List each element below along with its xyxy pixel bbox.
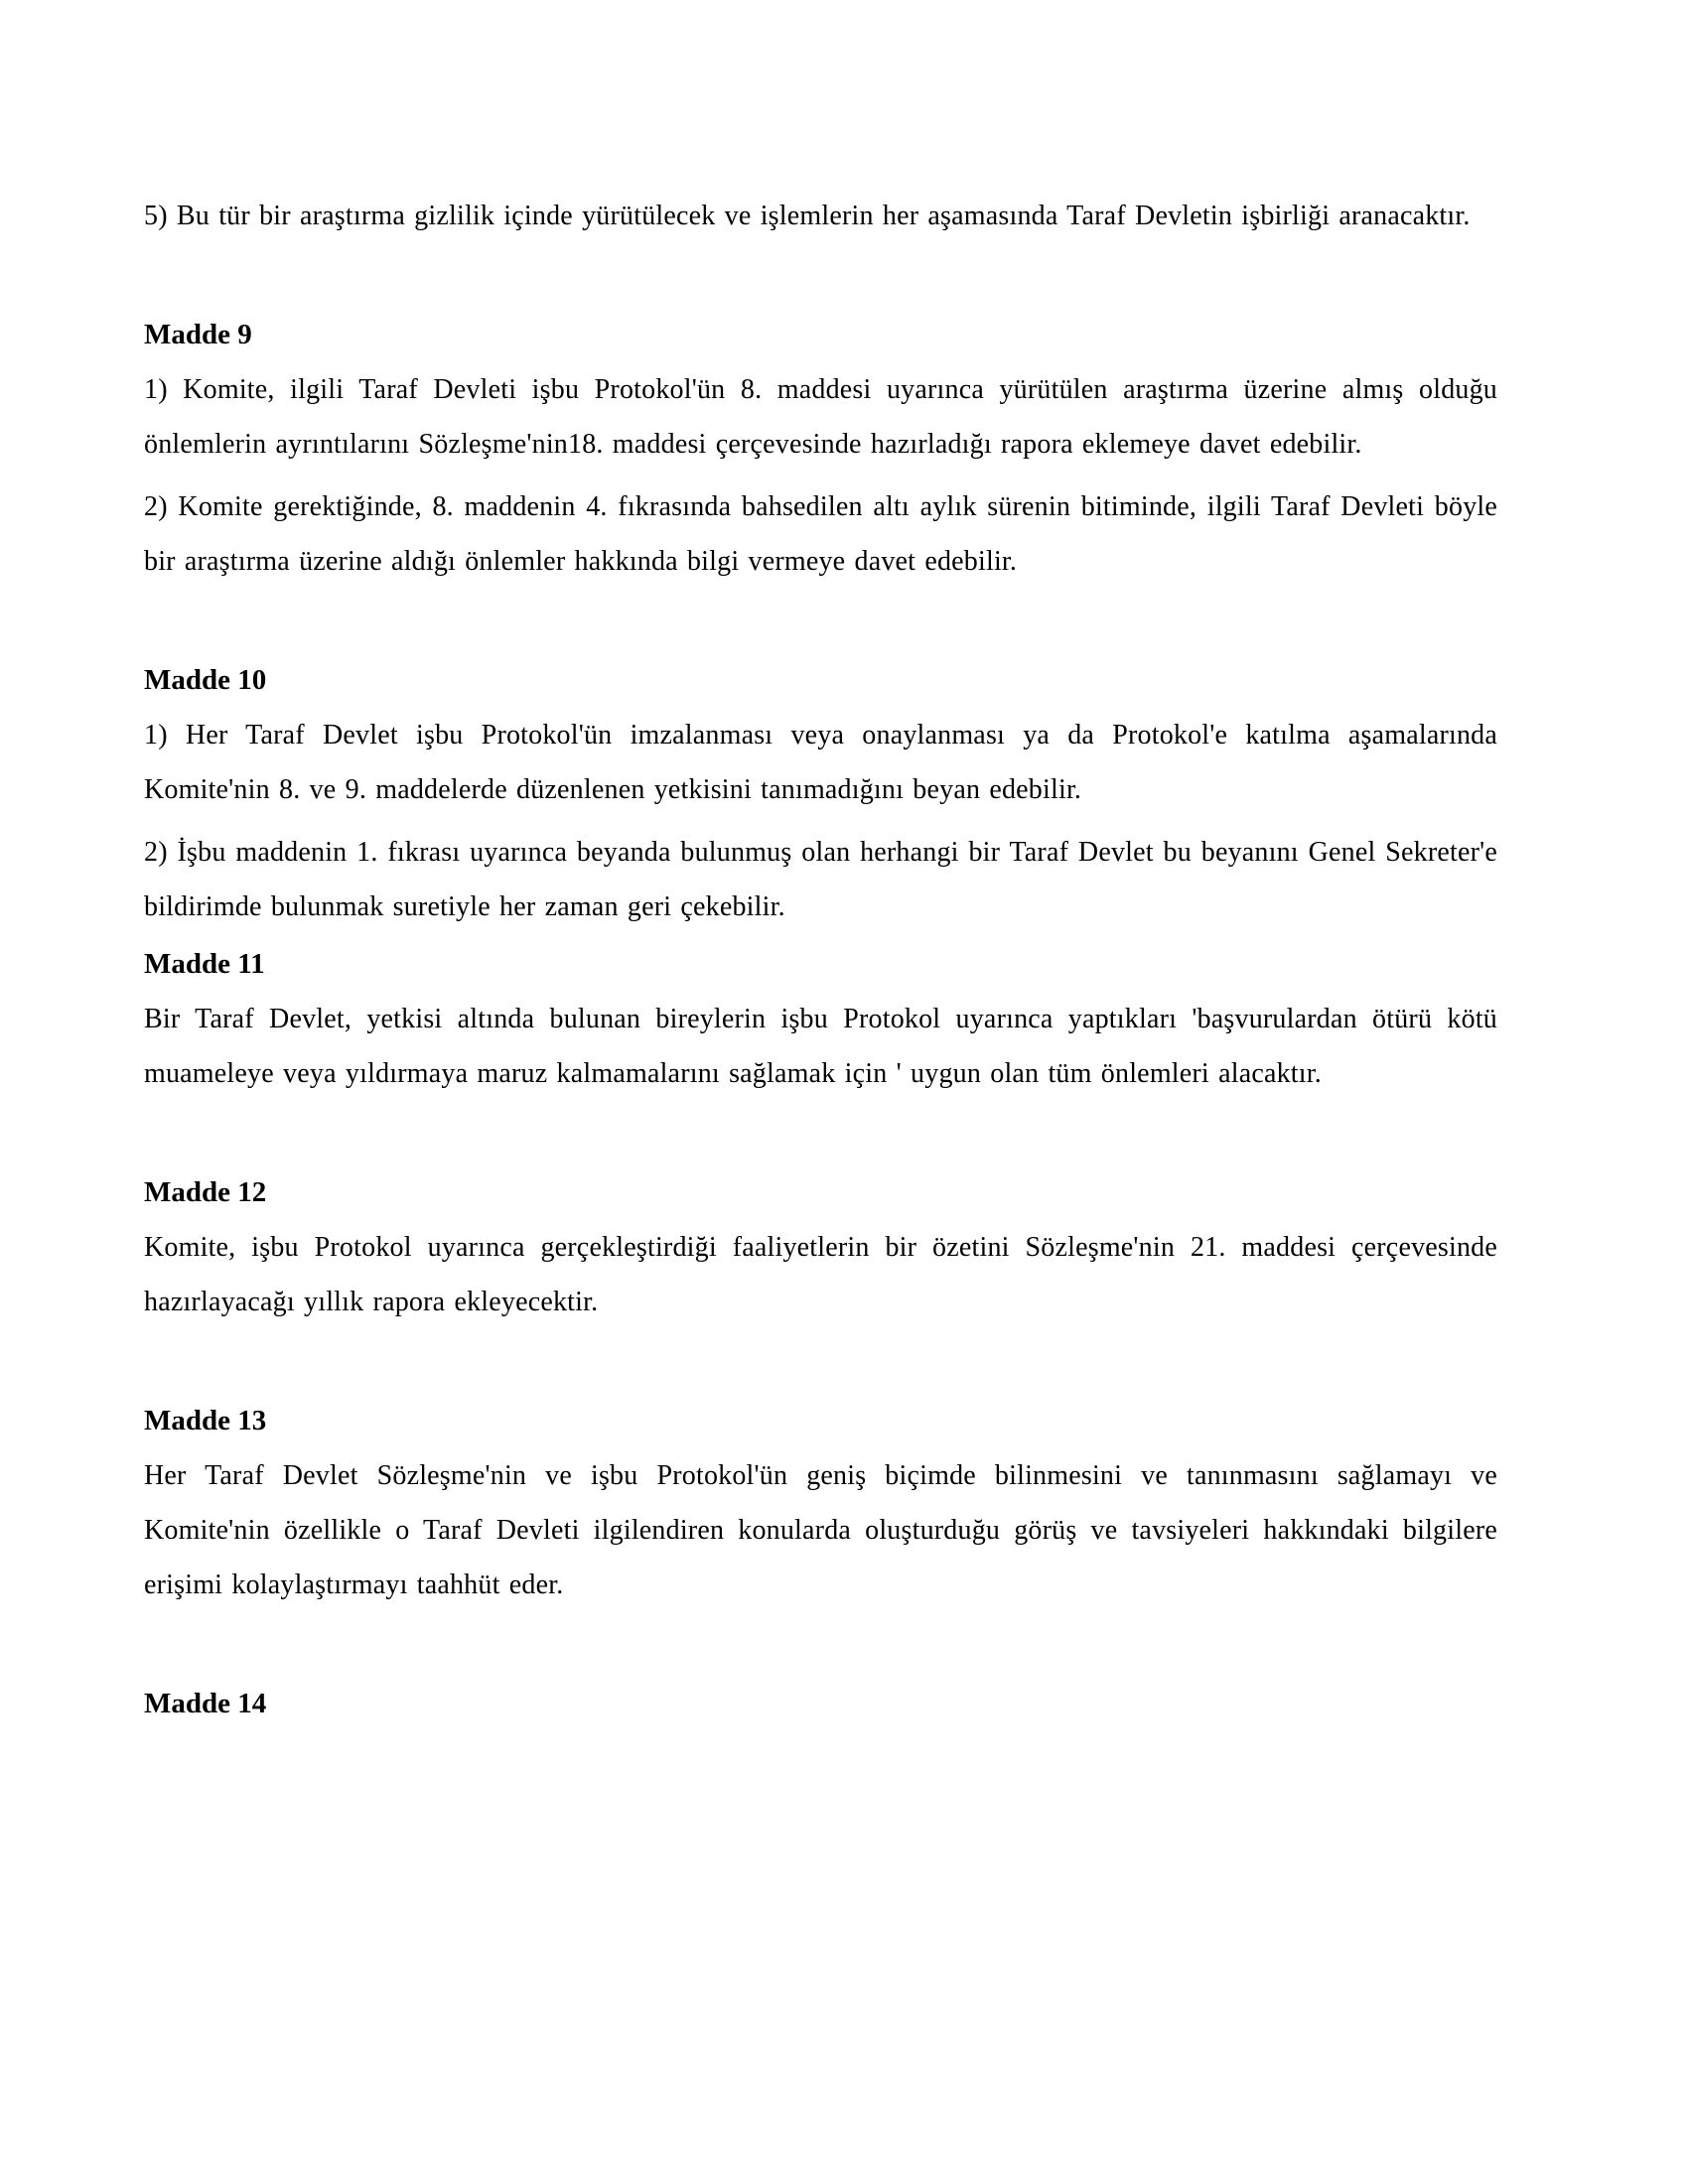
heading-madde-10: Madde 10 bbox=[144, 664, 267, 696]
heading-madde-13: Madde 13 bbox=[144, 1405, 267, 1436]
heading-madde-14: Madde 14 bbox=[144, 1688, 267, 1719]
heading-madde-12: Madde 12 bbox=[144, 1176, 267, 1208]
article-13-paragraph: Her Taraf Devlet Sözleşme'nin ve işbu Protokol'ün geniş biçimde bilinmesini ve tanınmasını sağlamayı ve Komite'nin özellikle o Taraf Devleti ilgilendiren konularda oluşturduğu görüş ve tavsiyeleri hakkındaki bilgilere erişimi kolaylaştırmayı taahhüt eder. bbox=[144, 1460, 1497, 1600]
article-10-clause-2-paragraph: 2) İşbu maddenin 1. fıkrası uyarınca beyanda bulunmuş olan herhangi bir Taraf Devlet bu beyanını Genel Sekreter'e bildirimde bulunmak suretiyle her zaman geri çekebilir. bbox=[144, 837, 1497, 922]
heading-madde-11: Madde 11 bbox=[144, 948, 265, 980]
article-10-clause-1-paragraph: 1) Her Taraf Devlet işbu Protokol'ün imzalanması veya onaylanması ya da Protokol'e katılma aşamalarında Komite'nin 8. ve 9. maddelerde düzenlenen yetkisini tanımadığını beyan edebilir. bbox=[144, 720, 1497, 805]
article-8-clause-5-paragraph: 5) Bu tür bir araştırma gizlilik içinde yürütülecek ve işlemlerin her aşamasında Taraf Devletin işbirliği aranacaktır. bbox=[144, 201, 1471, 231]
article-12-paragraph: Komite, işbu Protokol uyarınca gerçekleştirdiği faaliyetlerin bir özetini Sözleşme'nin 21. maddesi çerçevesinde hazırlayacağı yıllık rapora ekleyecektir. bbox=[144, 1232, 1497, 1317]
heading-madde-9: Madde 9 bbox=[144, 319, 252, 350]
article-9-clause-2-paragraph: 2) Komite gerektiğinde, 8. maddenin 4. fıkrasında bahsedilen altı aylık sürenin bitiminde, ilgili Taraf Devleti böyle bir araştırma üzerine aldığı önlemler hakkında bilgi vermeye davet edebilir. bbox=[144, 491, 1497, 577]
article-11-paragraph: Bir Taraf Devlet, yetkisi altında bulunan bireylerin işbu Protokol uyarınca yaptıkları 'başvurulardan ötürü kötü muameleye veya yıldırmaya maruz kalmamalarını sağlamak için ' uygun olan tüm önlemleri alacaktır. bbox=[144, 1004, 1497, 1089]
article-9-clause-1-paragraph: 1) Komite, ilgili Taraf Devleti işbu Protokol'ün 8. maddesi uyarınca yürütülen araştırma üzerine almış olduğu önlemlerin ayrıntılarını Sözleşme'nin18. maddesi çerçevesinde hazırladığı rapora eklemeye davet edebilir. bbox=[144, 374, 1497, 460]
